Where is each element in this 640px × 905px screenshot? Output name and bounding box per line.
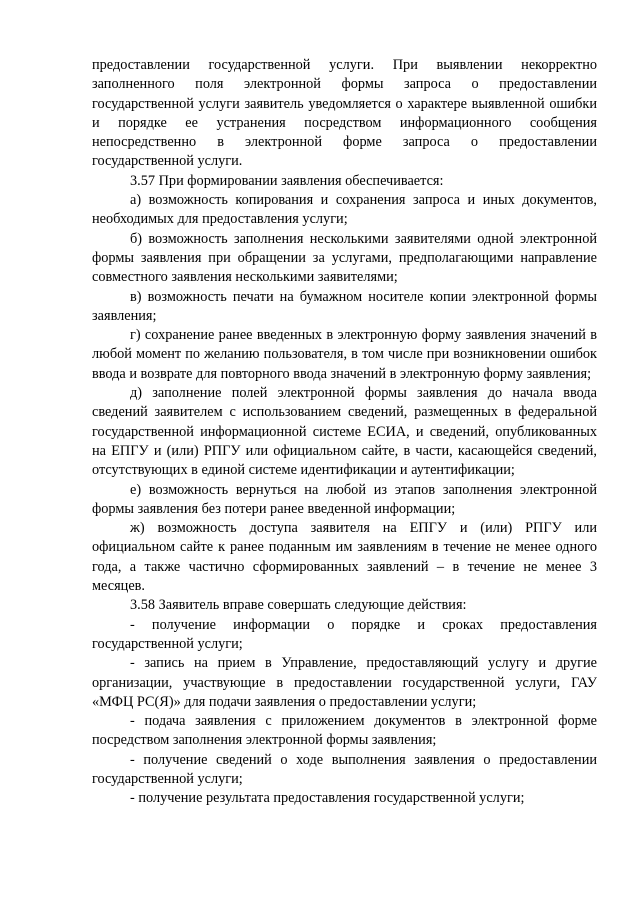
action-item-status: - получение сведений о ходе выполнения заявления о предоставлении государственной услуги; [92, 751, 597, 787]
paragraph-continuation: предоставлении государственной услуги. При выявлении некорректно заполненного поля электронной формы запроса о предоставлении государственной услуги заявитель уведомляется о характере выявленной ошибки и порядке ее устранения посредством информационного сообщения непосредственно в электронной форме запроса о предоставлении государственной услуги. [92, 57, 597, 170]
list-item-d: д) заполнение полей электронной формы заявления до начала ввода сведений заявителем с использованием сведений, размещенных в федеральной государственной информационной системе ЕСИА, и сведений, опубликованных на ЕПГУ и (или) РПГУ или официальном сайте, в части, касающейся сведений, отсутствующих в единой системе идентификации и аутентификации; [92, 385, 597, 479]
action-item-result: - получение результата предоставления государственной услуги; [130, 790, 525, 807]
action-item-appointment: - запись на прием в Управление, предоставляющий услугу и другие организации, участвующие в предоставлении государственной услуги, ГАУ «МФЦ РС(Я)» для подачи заявления о предоставлении услуги; [92, 655, 597, 710]
list-item-e: е) возможность вернуться на любой из этапов заполнения электронной формы заявления без потери ранее введенной информации; [92, 481, 597, 517]
list-item-g: г) сохранение ранее введенных в электронную форму заявления значений в любой момент по желанию пользователя, в том числе при возникновении ошибок ввода и возврате для повторного ввода значений в электронную форму заявления; [92, 327, 597, 382]
action-item-submission: - подача заявления с приложением документов в электронной форме посредством заполнения электронной формы заявления; [92, 713, 597, 749]
section-heading-3-57: 3.57 При формировании заявления обеспечивается: [130, 172, 444, 189]
action-item-info: - получение информации о порядке и сроках предоставления государственной услуги; [92, 616, 597, 652]
list-item-b: б) возможность заполнения несколькими заявителями одной электронной формы заявления при обращении за услугами, предполагающими направление совместного заявления несколькими заявителями; [92, 230, 597, 286]
document-page [92, 56, 597, 809]
list-item-zh: ж) возможность доступа заявителя на ЕПГУ и (или) РПГУ или официальном сайте к ранее поданным им заявлениям в течение не менее одного года, а также частично сформированных заявлений – в течение не менее 3 месяцев. [92, 520, 597, 595]
section-heading-3-58: 3.58 Заявитель вправе совершать следующие действия: [130, 597, 467, 614]
list-item-a: а) возможность копирования и сохранения запроса и иных документов, необходимых для предоставления услуги; [92, 192, 597, 228]
list-item-v: в) возможность печати на бумажном носителе копии электронной формы заявления; [92, 288, 597, 324]
